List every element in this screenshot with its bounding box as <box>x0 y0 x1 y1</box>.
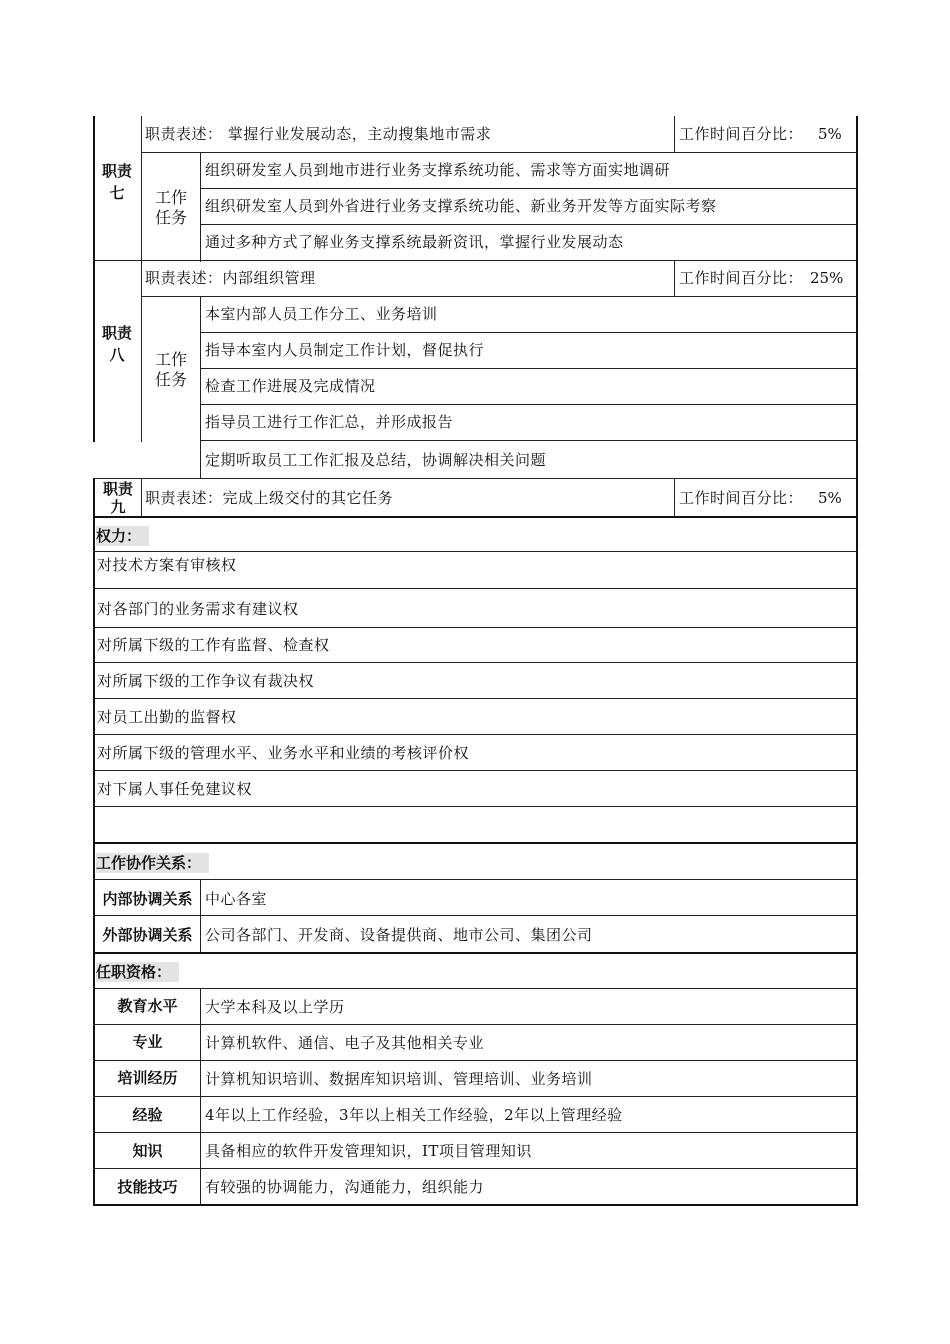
qualification-label: 知识 <box>132 1142 163 1160</box>
relation-value: 公司各部门、开发商、设备提供商、地市公司、集团公司 <box>205 926 593 944</box>
power-item: 对所属下级的工作有监督、检查权 <box>97 636 330 654</box>
table-border <box>93 1060 857 1061</box>
qualification-value: 有较强的协调能力，沟通能力，组织能力 <box>205 1178 485 1196</box>
table-border <box>200 404 857 405</box>
relation-value: 中心各室 <box>205 890 268 908</box>
time-percent-value: 5% <box>818 489 842 507</box>
power-item: 对技术方案有审核权 <box>97 556 237 574</box>
section-title-powers: 权力： <box>96 526 149 546</box>
power-item: 对所属下级的管理水平、业务水平和业绩的考核评价权 <box>97 744 470 762</box>
task-item: 组织研发室人员到地市进行业务支撑系统功能、需求等方面实地调研 <box>205 161 671 179</box>
task-label: 工作任务 <box>154 350 187 389</box>
table-border <box>200 224 857 225</box>
relation-label: 外部协调关系 <box>102 926 193 944</box>
table-border <box>674 116 675 152</box>
table-border <box>141 296 857 297</box>
task-item: 指导员工进行工作汇总，并形成报告 <box>205 413 454 431</box>
table-border <box>93 1096 857 1097</box>
table-border <box>93 551 857 552</box>
table-border <box>93 516 95 844</box>
power-item: 对各部门的业务需求有建议权 <box>97 600 299 618</box>
qualification-label: 经验 <box>132 1106 163 1124</box>
power-item: 对下属人事任免建议权 <box>97 780 253 798</box>
table-border <box>93 260 95 442</box>
table-border <box>93 1168 857 1169</box>
task-item: 指导本室内人员制定工作计划，督促执行 <box>205 341 485 359</box>
table-border <box>93 842 858 844</box>
table-border <box>93 1132 857 1133</box>
table-border <box>200 440 857 441</box>
qualification-label: 专业 <box>132 1033 163 1051</box>
table-border <box>141 116 142 262</box>
table-border <box>93 627 857 628</box>
qualification-value: 大学本科及以上学历 <box>205 998 345 1016</box>
qualification-value: 计算机软件、通信、电子及其他相关专业 <box>205 1034 485 1052</box>
task-label: 工作任务 <box>154 188 187 227</box>
time-percent-label: 工作时间百分比： <box>679 489 804 507</box>
table-border <box>856 116 858 262</box>
table-border <box>856 516 858 844</box>
table-border <box>200 988 201 1206</box>
table-border <box>93 770 857 771</box>
task-item: 组织研发室人员到外省进行业务支撑系统功能、新业务开发等方面实际考察 <box>205 197 717 215</box>
task-item: 通过多种方式了解业务支撑系统最新资讯，掌握行业发展动态 <box>205 233 624 251</box>
task-item: 本室内部人员工作分工、业务培训 <box>205 305 438 323</box>
table-border <box>674 260 675 296</box>
table-border <box>93 988 857 989</box>
task-item: 检查工作进展及完成情况 <box>205 377 376 395</box>
table-border <box>200 188 857 189</box>
table-border <box>141 260 142 442</box>
qualification-label: 教育水平 <box>117 997 178 1015</box>
table-border <box>93 116 95 262</box>
time-percent-label: 工作时间百分比： <box>679 269 804 287</box>
table-border <box>93 952 858 954</box>
duty-statement: 职责表述： 掌握行业发展动态，主动搜集地市需求 <box>145 125 492 143</box>
duty-statement: 职责表述：内部组织管理 <box>145 269 316 287</box>
section-title-qualifications: 任职资格： <box>96 962 179 982</box>
qualification-value: 4年以上工作经验，3年以上相关工作经验，2年以上管理经验 <box>205 1106 623 1124</box>
table-border <box>141 478 142 518</box>
table-border <box>93 879 857 880</box>
duty-statement: 职责表述：完成上级交付的其它任务 <box>145 489 394 507</box>
table-border <box>856 478 858 518</box>
table-border <box>674 478 675 518</box>
table-border <box>141 152 857 153</box>
table-border <box>200 332 857 333</box>
relation-label: 内部协调关系 <box>102 890 193 908</box>
table-border <box>93 734 857 735</box>
qualification-value: 计算机知识培训、数据库知识培训、管理培训、业务培训 <box>205 1070 593 1088</box>
section-title-relations: 工作协作关系： <box>96 853 209 873</box>
table-border <box>93 1024 857 1025</box>
duty-label: 职责七 <box>101 162 132 202</box>
qualification-label: 技能技巧 <box>117 1178 178 1196</box>
power-item: 对员工出勤的监督权 <box>97 708 237 726</box>
qualification-label: 培训经历 <box>117 1069 178 1087</box>
power-item: 对所属下级的工作争议有裁决权 <box>97 672 315 690</box>
table-border <box>200 368 857 369</box>
table-border <box>93 1204 858 1206</box>
table-border <box>856 842 858 954</box>
time-percent-label: 工作时间百分比： <box>679 125 804 143</box>
table-border <box>93 915 857 916</box>
qualification-value: 具备相应的软件开发管理知识，IT项目管理知识 <box>205 1142 532 1160</box>
table-border <box>93 698 857 699</box>
table-border <box>93 478 95 518</box>
duty-label: 职责八 <box>101 324 132 364</box>
table-border <box>200 152 201 262</box>
time-percent-value: 25% <box>810 269 844 287</box>
table-border <box>856 260 858 478</box>
duty-label: 职责九 <box>102 480 133 516</box>
table-border <box>93 478 857 479</box>
table-border <box>93 662 857 663</box>
table-border <box>93 260 857 261</box>
table-border <box>200 296 201 478</box>
time-percent-value: 5% <box>818 125 842 143</box>
table-border <box>93 516 858 518</box>
table-border <box>93 806 857 807</box>
task-item: 定期听取员工工作汇报及总结，协调解决相关问题 <box>205 451 547 469</box>
table-border <box>93 588 857 589</box>
